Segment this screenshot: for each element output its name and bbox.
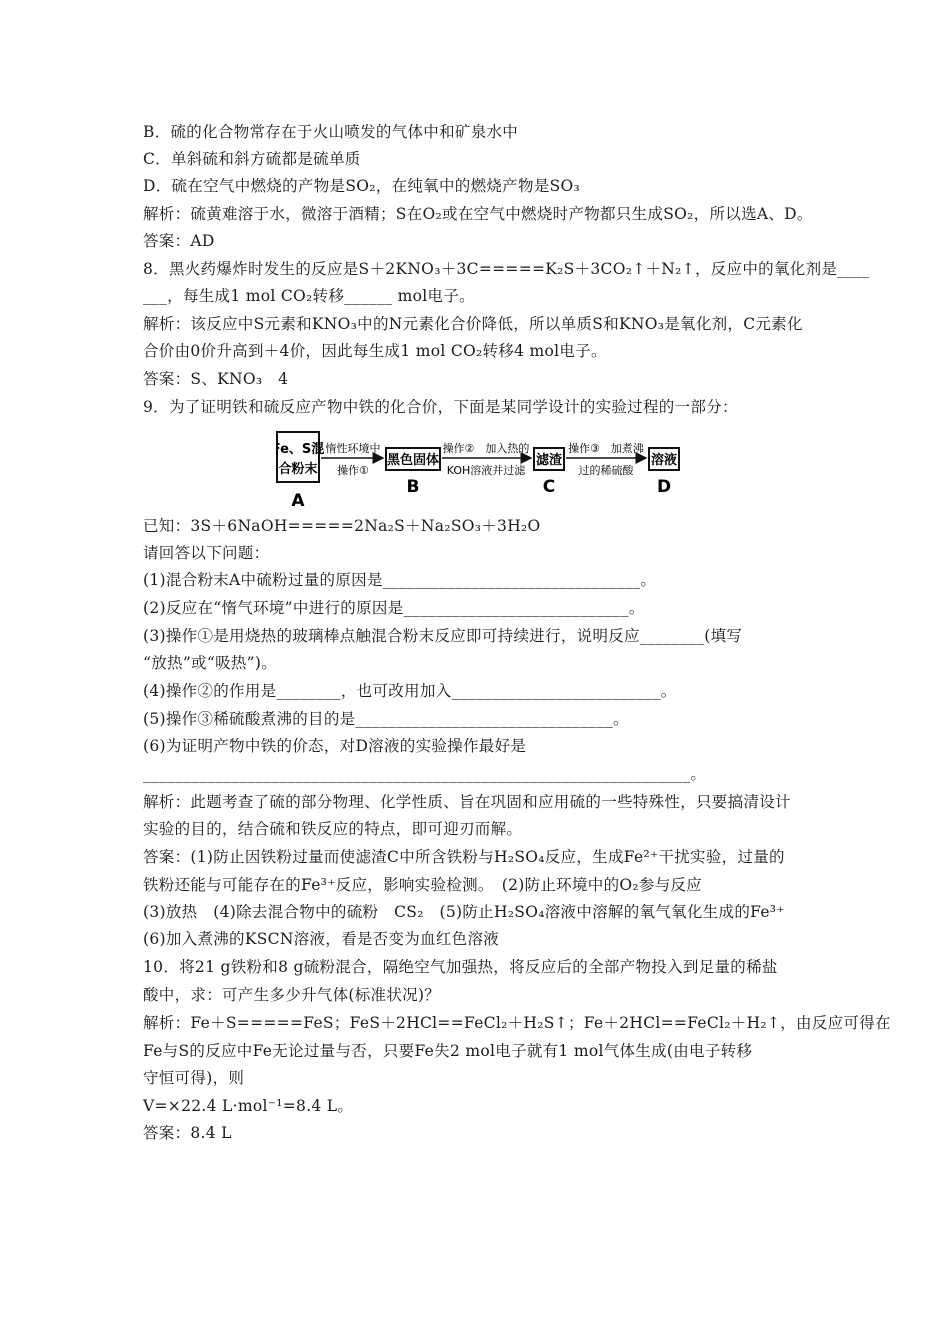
q10-stem-line2: 酸中，求：可产生多少升气体(标准状况)？ (143, 986, 441, 1004)
q9-answer-line2: 铁粉还能与可能存在的Fe³⁺反应，影响实验检测。 (2)防止环境中的O₂参与反应 (143, 876, 703, 894)
q9-sub6-line1: (6)为证明产物中铁的价态，对D溶液的实验操作最好是 (143, 737, 527, 755)
q9-sub1: (1)混合粉末A中硫粉过量的原因是________________________________。 (143, 571, 657, 589)
q9-stem: 9．为了证明铁和硫反应产物中铁的化合价，下面是某同学设计的实验过程的一部分： (143, 398, 738, 416)
q9-prompt: 请回答以下问题： (143, 544, 270, 562)
q9-sub5: (5)操作③稀硫酸煮沸的目的是________________________________。 (143, 710, 629, 728)
box-a-text-line1: Fe、S混 (276, 442, 325, 457)
q9-sub2: (2)反应在“惰气环境”中进行的原因是____________________________。 (143, 599, 645, 617)
q8-stem-line2: ___，每生成1 mol CO₂转移______ mol电子。 (143, 287, 475, 305)
q9-analysis-line1: 解析：此题考查了硫的部分物理、化学性质、旨在巩固和应用硫的一些特殊性，只要搞清设计 (143, 793, 791, 811)
q10-answer: 答案：8.4 L (143, 1124, 232, 1142)
q9-sub3-line1: (3)操作①是用烧热的玻璃棒点触混合粉末反应即可持续进行，说明反应________(填写 (143, 627, 743, 645)
label-a: A (291, 491, 305, 510)
label-c: C (542, 477, 556, 497)
box-b (386, 448, 440, 470)
box-b-text: 黑色固体 (386, 453, 440, 468)
arrow-2-bottom-label: KOH溶液并过滤 (446, 464, 526, 477)
q10-analysis-line3: 守恒可得)，则 (143, 1069, 245, 1087)
q8-analysis-line1: 解析：该反应中S元素和KNO₃中的N元素化合价降低，所以单质S和KNO₃是氧化剂，C元素化 (143, 315, 803, 333)
arrow-1-bottom-label: 操作① (337, 464, 369, 477)
q10-calculation: V=×22.4 L·mol⁻¹=8.4 L。 (143, 1097, 354, 1115)
option-b: B．硫的化合物常存在于火山喷发的气体中和矿泉水中 (143, 123, 519, 141)
label-d: D (656, 477, 672, 497)
label-b: B (406, 477, 420, 497)
box-d (649, 448, 679, 470)
q9-sub3-line2: “放热”或“吸热”)。 (143, 654, 278, 672)
q9-analysis-line2: 实验的目的，结合硫和铁反应的特点，即可迎刃而解。 (143, 820, 523, 838)
experiment-flow-diagram (276, 428, 686, 510)
q9-answer-line3: (3)放热 (4)除去混合物中的硫粉 CS₂ (5)防止H₂SO₄溶液中溶解的氧气氧化生成的Fe³⁺ (143, 903, 785, 921)
q10-stem-line1: 10．将21 g铁粉和8 g硫粉混合，隔绝空气加强热，将反应后的全部产物投入到足量的稀盐 (143, 958, 778, 976)
q10-analysis-line2: Fe与S的反应中Fe无论过量与否，只要Fe失2 mol电子就有1 mol气体生成(由电子转移 (143, 1042, 753, 1060)
option-d: D．硫在空气中燃烧的产物是SO₂，在纯氧中的燃烧产物是SO₃ (143, 177, 581, 195)
q9-sub6-line2: ____________________________________________________________________。 (143, 765, 707, 783)
q9-answer-line4: (6)加入煮沸的KSCN溶液，看是否变为血红色溶液 (143, 930, 500, 948)
q7-analysis: 解析：硫黄难溶于水，微溶于酒精；S在O₂或在空气中燃烧时产物都只生成SO₂，所以选A、D。 (143, 205, 813, 223)
arrow-3-top-label: 操作③ 加煮沸 (568, 442, 644, 455)
box-c-text: 滤渣 (535, 453, 563, 468)
q8-stem-line1: 8．黑火药爆炸时发生的反应是S＋2KNO₃＋3C=====K₂S＋3CO₂↑＋N₂↑，反应中的氧化剂是____ (143, 260, 870, 278)
option-c: C．单斜硫和斜方硫都是硫单质 (143, 150, 361, 168)
q7-answer: 答案：AD (143, 232, 215, 250)
q9-sub4: (4)操作②的作用是________，也可改用加入__________________________。 (143, 682, 677, 700)
box-c (534, 448, 564, 470)
box-a (276, 432, 324, 482)
q8-answer: 答案：S、KNO₃ 4 (143, 370, 289, 388)
q10-analysis-line1: 解析：Fe＋S=====FeS；FeS＋2HCl==FeCl₂＋H₂S↑；Fe＋2HCl==FeCl₂＋H₂↑，由反应可得在 (143, 1014, 891, 1032)
arrow-2-top-label: 操作② 加入热的 (442, 442, 530, 455)
q8-analysis-line2: 合价由0价升高到＋4价，因此每生成1 mol CO₂转移4 mol电子。 (143, 342, 607, 360)
known-equation: 已知：3S＋6NaOH=====2Na₂S＋Na₂SO₃＋3H₂O (143, 517, 541, 535)
box-d-text: 溶液 (650, 453, 678, 468)
arrow-1-top-label: 惰性环境中 (325, 442, 381, 455)
box-a-text-line2: 合粉末 (278, 462, 318, 477)
arrow-3-bottom-label: 过的稀硫酸 (578, 464, 634, 477)
q9-answer-line1: 答案：(1)防止因铁粉过量而使滤渣C中所含铁粉与H₂SO₄反应，生成Fe²⁺干扰实验，过量的 (143, 848, 785, 866)
